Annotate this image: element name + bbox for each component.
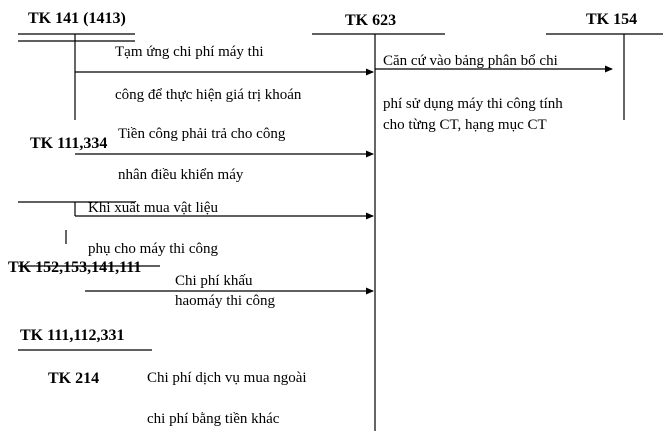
- account-label-111-334: TK 111,334: [30, 135, 108, 152]
- flow-depreciation-line2: haomáy thi công: [175, 293, 275, 309]
- account-label-141: TK 141 (1413): [28, 10, 126, 27]
- flow-allocation-line1: Căn cứ vào bảng phân bổ chi: [383, 53, 558, 69]
- flow-services-line2: chi phí bằng tiền khác: [147, 411, 280, 427]
- t-account-154: [546, 11, 663, 120]
- flow-advance-line1: Tạm ứng chi phí máy thi: [115, 44, 264, 60]
- flow-wages-line1: Tiền công phải trả cho công: [118, 126, 286, 142]
- flow-services-line1: Chi phí dịch vụ mua ngoài: [147, 370, 307, 386]
- account-label-154: TK 154: [586, 11, 638, 28]
- t-account-111-112-331: [18, 327, 152, 350]
- flow-wages: [30, 126, 373, 183]
- flow-allocation-line3: cho từng CT, hạng mục CT: [383, 117, 547, 133]
- flow-depreciation: [85, 273, 373, 309]
- account-label-111-112-331: TK 111,112,331: [20, 327, 125, 344]
- flow-advance: [75, 44, 373, 103]
- flow-advance-line2: công để thực hiện giá trị khoán: [115, 87, 302, 103]
- flow-wages-line2: nhân điều khiển máy: [118, 167, 244, 183]
- account-label-623: TK 623: [345, 12, 397, 29]
- flow-materials-line1: Khi xuất mua vật liệu: [88, 200, 218, 216]
- flow-allocation: [375, 53, 612, 133]
- t-account-141: [18, 10, 135, 120]
- flow-services: [48, 370, 307, 427]
- t-account-623: [312, 12, 445, 431]
- account-label-214: TK 214: [48, 370, 100, 387]
- flow-materials: [8, 200, 373, 276]
- account-label-152: TK 152,153,141,111: [8, 259, 142, 276]
- flow-materials-line2: phụ cho máy thi công: [88, 241, 218, 257]
- flow-depreciation-line1: Chi phí khấu: [175, 273, 253, 289]
- flow-allocation-line2: phí sử dụng máy thi công tính: [383, 96, 563, 112]
